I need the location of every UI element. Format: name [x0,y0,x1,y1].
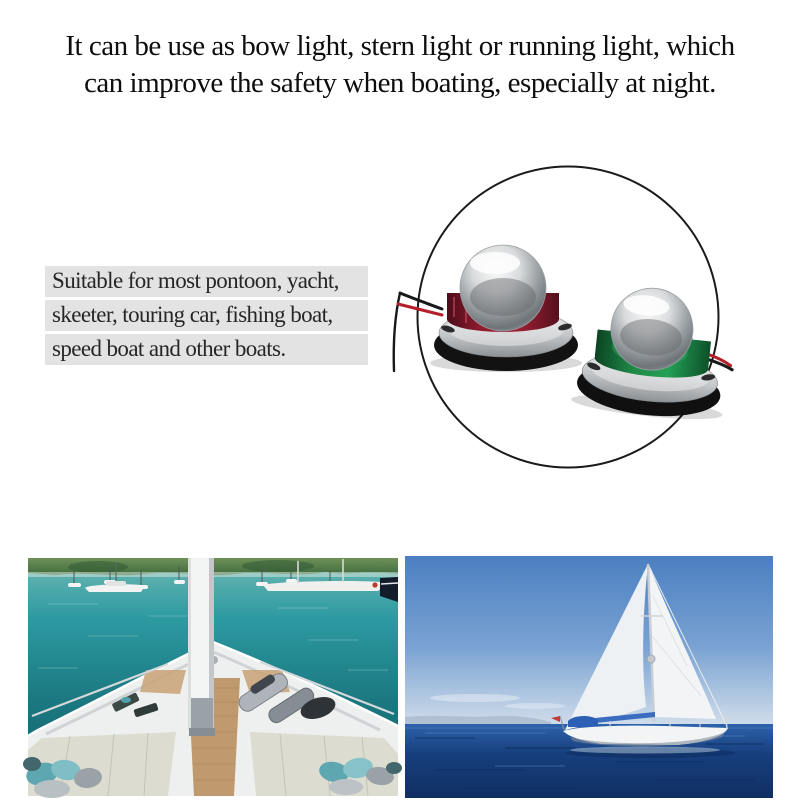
photo-sailboat [405,556,773,798]
bow-mast-pole [188,558,215,736]
note-line-1: Suitable for most pontoon, yacht, [45,266,368,297]
note-line-3: speed boat and other boats. [45,334,368,365]
product-heading [0,28,800,102]
product-photo-navigation-lights [408,157,728,477]
heading-line-2: can improve the safety when boating, especially at night. [84,67,716,99]
suitability-note [45,266,368,368]
photo-bow-deck [28,558,398,796]
heading-line-1: It can be use as bow light, stern light or running light, which [65,30,735,62]
note-line-2: skeeter, touring car, fishing boat, [45,300,368,331]
